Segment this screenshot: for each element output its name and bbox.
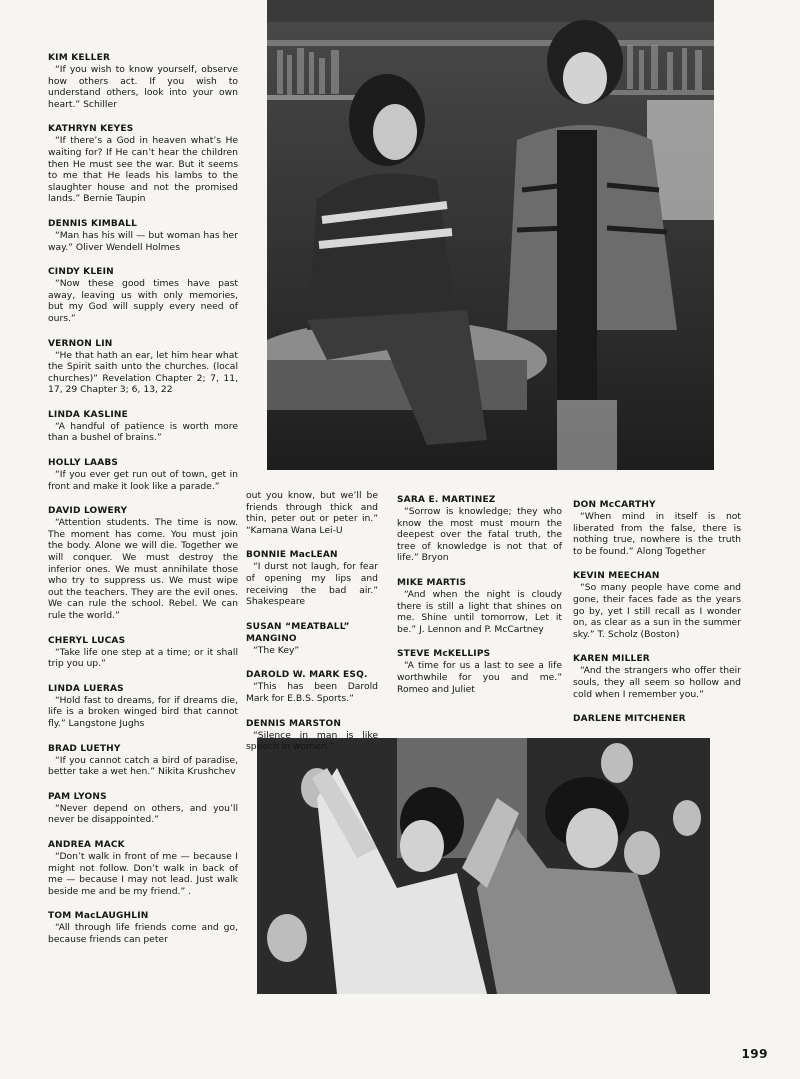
senior-quote: “So many people have come and gone, their faces fade as the years go by, yet I still recall as I wonder on, as clear as a sun in the summer sky.” T. Scholz (Boston) [573,582,741,640]
crowd-photo-illustration [257,738,710,994]
senior-name: KEVIN MEECHAN [573,571,660,582]
senior-quote: “I durst not laugh, for fear of opening my lips and receiving the bad air.” Shakespeare [246,561,378,608]
senior-entry-mike-martis [397,577,562,635]
senior-quote: “And the strangers who offer their souls, they all seem so hollow and cold when I remember you.” [573,665,741,700]
senior-name: DARLENE MITCHENER [573,714,686,725]
senior-name: HOLLY LAABS [48,458,119,469]
senior-entry-don-mccarthy [573,499,741,557]
senior-name: TOM MacLAUGHLIN [48,911,149,922]
crowd-photo [257,738,710,994]
senior-entry-kim-keller [48,52,238,110]
senior-name: MIKE MARTIS [397,577,467,588]
senior-quote: “All through life friends come and go, because friends can peter [48,922,238,945]
senior-entry-darold-w-mark-esq [246,669,378,704]
senior-entry-steve-mckellips [397,648,562,695]
senior-entry-sara-e-martinez [397,494,562,564]
senior-quote: “A handful of patience is worth more than a bushel of brains.” [48,420,238,444]
senior-name: STEVE McKELLIPS [397,649,491,660]
senior-quote: “Hold fast to dreams, for if dreams die, life is a broken winged bird that cannot fly.” Langstone Jughs [48,694,238,729]
senior-quote: “When mind in itself is not liberated from the false, there is nothing true, nowhere is the truth to be found.” Along Together [573,511,741,557]
senior-name: VERNON LIN [48,338,113,349]
senior-quote: “Silence in man is like speech in women.” [246,729,378,753]
senior-entry-darlene-mitchener [573,713,741,725]
senior-entry-linda-kasline [48,409,238,444]
senior-name: DENNIS KIMBALL [48,218,138,229]
senior-quote: “Sorrow is knowledge; they who know the most must mourn the deepest over the fatal truth, the tree of knowledge is not that of life.” Bryon [397,506,562,564]
senior-entry-holly-laabs [48,457,238,492]
senior-entry-karen-miller [573,653,741,700]
senior-quote: “Now these good times have past away, leaving us with only memories, but my God will supply every need of ours.” [48,278,238,324]
senior-entry-david-lowery [48,505,238,621]
senior-name: CHERYL LUCAS [48,635,126,646]
senior-entry-dennis-kimball [48,218,238,253]
senior-name: DON McCARTHY [573,500,656,510]
senior-name: SARA E. MARTINEZ [397,495,496,505]
senior-quote: “He that hath an ear, let him hear what the Spirit saith unto the churches. (local churches)” Revelation Chapter 2; 7, 11, 17, 29 Chapter 3; 6, 13, 22 [48,349,238,396]
senior-entry-cindy-klein [48,266,238,324]
senior-quote: “If there’s a God in heaven what’s He waiting for? If He can’t hear the children then He must see the war. But it seems to me that He leads his lambs to the slaughter house and not the promised lands.” Bernie Taupin [48,135,238,205]
senior-quote: “The Key” [253,644,300,656]
senior-quote: “Attention students. The time is now. The moment has come. You must join the body. Alone we will die. Together we will conquer. We must destroy the inferior ones. We must annihilate those who try to suppress us. We must wipe out the teachers. They are the evil ones. We can rule the school. Rebel. We can rule the world.” [48,517,238,621]
senior-quote: “If you wish to know yourself, observe how others act. If you wish to understand others, look into your own heart.” Schiller [48,64,238,110]
senior-entry-cheryl-lucas [48,635,238,670]
senior-entry-bonnie-maclean [246,549,378,607]
senior-name: BONNIE MacLEAN [246,550,338,561]
senior-name: KAREN MILLER [573,654,650,665]
senior-entry-kevin-meechan [573,570,741,640]
senior-entry-brad-luethy [48,743,238,778]
senior-quote: “A time for us a last to see a life worthwhile for you and me.” Romeo and Juliet [397,660,562,695]
column-1 [48,52,238,959]
column-2 [246,490,378,766]
senior-name: LINDA LUERAS [48,683,124,694]
library-photo [267,0,714,470]
senior-entry-susan-meatball-mangino [246,621,378,657]
senior-entry-andrea-mack [48,839,238,897]
tom-maclaughlin-continuation: out you know, but we’ll be friends through thick and thin, peter out or peter in.” “Kamana Wana Lei-U [246,490,378,536]
senior-quote: “If you ever get run out of town, get in front and make it look like a parade.” [48,469,238,492]
senior-name: PAM LYONS [48,791,107,802]
senior-quote: “This has been Darold Mark for E.B.S. Sports.” [246,681,378,704]
senior-entry-vernon-lin [48,338,238,396]
column-3 [397,494,562,708]
senior-quote: “If you cannot catch a bird of paradise, better take a wet hen.” Nikita Krushchev [48,754,238,778]
senior-entry-linda-lueras [48,683,238,730]
library-photo-illustration [267,0,714,470]
senior-quote: “Don’t walk in front of me — because I might not follow. Don’t walk in back of me — because I may not lead. Just walk beside me and be my friend.” . [48,850,238,897]
senior-name: KIM KELLER [48,53,111,63]
senior-quote: “And when the night is cloudy there is still a light that shines on me. Shine until tomorrow, Let it be.” J. Lennon and P. McCartney [397,588,562,635]
senior-name: CINDY KLEIN [48,267,114,278]
senior-entry-pam-lyons [48,791,238,826]
senior-quote: “Take life one step at a time; or it shall trip you up.” [48,646,238,670]
senior-name: ANDREA MACK [48,839,125,850]
senior-quote: “Never depend on others, and you’ll never be disappointed.” [48,802,238,826]
senior-name: BRAD LUETHY [48,743,121,754]
senior-name: SUSAN “MEATBALL” MANGINO [246,621,350,644]
senior-quote: “Man has his will — but woman has her way.” Oliver Wendell Holmes [48,229,238,253]
senior-name: DENNIS MARSTON [246,718,342,729]
senior-name: DAVID LOWERY [48,506,128,517]
senior-name: KATHRYN KEYES [48,124,134,135]
senior-entry-tom-maclaughlin [48,910,238,945]
senior-name: LINDA KASLINE [48,409,128,420]
senior-entry-dennis-marston [246,718,378,753]
senior-name: DAROLD W. MARK ESQ. [246,670,368,681]
page-number: 199 [741,1047,768,1061]
senior-entry-kathryn-keyes [48,123,238,205]
column-4 [573,499,741,738]
